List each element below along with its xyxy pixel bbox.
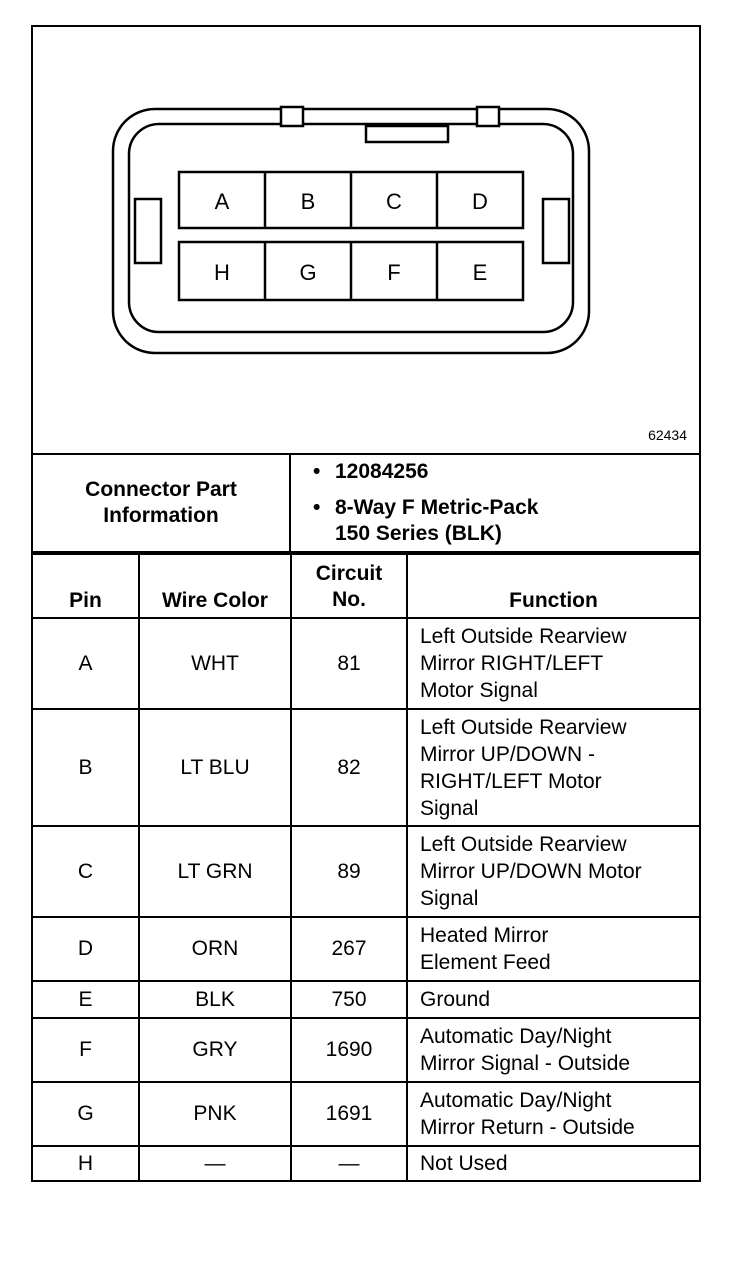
part-number: 12084256 [335, 460, 429, 483]
function-line: Mirror UP/DOWN - [420, 742, 595, 766]
part-info-label-line: Information [103, 504, 219, 527]
function-line: Ground [420, 988, 491, 1011]
header-wire-color: Wire Color [139, 554, 291, 618]
cavity-label: F [387, 260, 401, 285]
function-line: Left Outside Rearview [420, 715, 627, 739]
function-line: Element Feed [420, 951, 551, 974]
table-row [33, 618, 699, 709]
function-cell [407, 709, 699, 826]
function-line: Mirror UP/DOWN Motor [420, 860, 642, 883]
connector-info-frame [31, 25, 701, 1182]
part-description-bullet [313, 495, 539, 547]
bullet-icon: • [313, 496, 321, 519]
part-info-label-line: Connector Part [85, 478, 237, 501]
function-cell [407, 618, 699, 709]
part-description-line: 150 Series (BLK) [335, 522, 502, 545]
header-function: Function [407, 554, 699, 618]
cavity-label: A [214, 189, 230, 214]
pin-cell: C [33, 826, 139, 917]
wire-color-cell: WHT [139, 618, 291, 709]
cavity-label: D [472, 189, 488, 214]
function-line: Automatic Day/Night [420, 1089, 612, 1112]
wire-color-cell: — [139, 1146, 291, 1180]
function-cell [407, 917, 699, 981]
function-cell [407, 981, 699, 1018]
wire-color-cell: LT BLU [139, 709, 291, 826]
wire-color-cell: ORN [139, 917, 291, 981]
pin-table [33, 553, 699, 1180]
wire-color-cell: BLK [139, 981, 291, 1018]
header-pin: Pin [33, 554, 139, 618]
table-row [33, 1082, 699, 1146]
circuit-cell: 81 [291, 618, 407, 709]
function-cell [407, 826, 699, 917]
header-circuit [291, 554, 407, 618]
part-info-details [291, 455, 699, 551]
pin-cell: D [33, 917, 139, 981]
table-header-row [33, 554, 699, 618]
circuit-cell: 82 [291, 709, 407, 826]
table-row [33, 1146, 699, 1180]
function-line: Mirror RIGHT/LEFT [420, 652, 604, 675]
circuit-cell: — [291, 1146, 407, 1180]
cavity-label: H [214, 260, 230, 285]
pin-cell: A [33, 618, 139, 709]
connector-face-drawing [33, 27, 699, 453]
figure-number: 62434 [648, 427, 687, 443]
circuit-cell: 267 [291, 917, 407, 981]
pin-cell: E [33, 981, 139, 1018]
circuit-cell: 89 [291, 826, 407, 917]
function-line: Motor Signal [420, 679, 538, 702]
wire-color-cell: GRY [139, 1018, 291, 1082]
circuit-cell: 1690 [291, 1018, 407, 1082]
part-info-label [33, 455, 291, 551]
cavity-label: E [472, 260, 488, 285]
connector-part-info [33, 453, 699, 553]
cavity-label: G [299, 260, 317, 285]
function-line: Left Outside Rearview [420, 833, 627, 856]
function-cell [407, 1018, 699, 1082]
wire-color-cell: PNK [139, 1082, 291, 1146]
circuit-cell: 1691 [291, 1082, 407, 1146]
circuit-cell: 750 [291, 981, 407, 1018]
table-row [33, 917, 699, 981]
function-line: Left Outside Rearview [420, 625, 627, 648]
part-description-line: 8-Way F Metric-Pack [335, 496, 539, 519]
function-cell [407, 1082, 699, 1146]
bullet-icon: • [313, 460, 321, 483]
function-line: Mirror Signal - Outside [420, 1052, 631, 1075]
pin-cell: F [33, 1018, 139, 1082]
wire-color-cell: LT GRN [139, 826, 291, 917]
header-circuit-line: Circuit [315, 562, 383, 585]
function-line: Mirror Return - Outside [420, 1116, 635, 1139]
function-line: RIGHT/LEFT Motor [420, 769, 602, 793]
header-circuit-line: No. [332, 588, 366, 611]
function-line: Not Used [420, 1152, 508, 1175]
cavity-label: C [386, 189, 402, 214]
function-line: Automatic Day/Night [420, 1025, 612, 1048]
pin-cell: G [33, 1082, 139, 1146]
function-line: Signal [420, 796, 479, 820]
part-number-bullet [313, 459, 429, 485]
pin-cell: H [33, 1146, 139, 1180]
cavity-label: B [300, 189, 316, 214]
table-row [33, 826, 699, 917]
function-line: Heated Mirror [420, 924, 549, 947]
table-row [33, 709, 699, 826]
table-row [33, 1018, 699, 1082]
pin-cell: B [33, 709, 139, 826]
table-row [33, 981, 699, 1018]
function-cell [407, 1146, 699, 1180]
function-line: Signal [420, 887, 479, 910]
connector-diagram [33, 27, 699, 453]
